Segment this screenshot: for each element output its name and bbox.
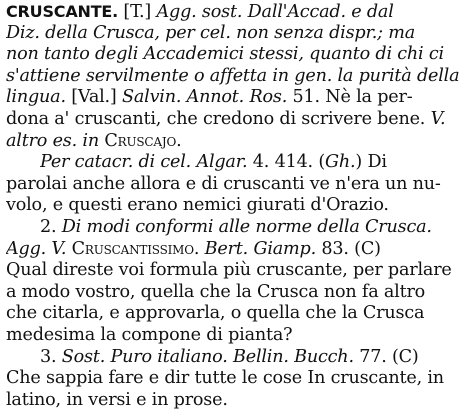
entry-line [6,282,472,303]
citation-text: che citarla, e approvarla, o quella che la Crusca [6,303,425,324]
definition-text: Diz. della Crusca, per cel. non senza dispr.; ma [6,22,416,43]
citation-text: medesima la compone di pianta? [6,325,293,345]
entry-line [6,260,472,281]
definition-text: Sost. Puro italiano. Bellin. Bucch. [61,346,354,367]
citation-author: Bert. Giamp. [204,238,316,259]
entry-line [6,1,472,22]
definition-text: Agg. sost. Dall'Accad. e dal [156,2,394,22]
citation-text: 83. (C) [315,238,381,259]
citation-text: latino, in versi e in prose. [6,389,228,410]
definition-text: s'attiene servilmente o affetta in gen. la purità della [6,65,460,86]
citation-text: volo, e questi erano nemici giurati d'Orazio. [6,195,389,216]
entry-line [40,152,472,173]
entry-line [6,195,472,216]
citation-source: Gh. [325,152,356,173]
entry-line [6,23,472,44]
cross-reference-word: Cruscantissimo [71,238,194,259]
citation-text: parolai anche allora e di cruscanti ve n'era un nu- [6,173,441,194]
citation-text: 4. 414. ( [247,152,326,173]
entry-line: altro es. in Cruscajo. [6,130,182,151]
sense-number: 3. [40,346,62,367]
entry-line [6,66,472,87]
entry-line [40,217,472,238]
entry-line [6,87,472,108]
definition-text: lingua. [6,87,66,108]
citation-text: ) Di [355,152,387,173]
sense-number: 2. [40,217,62,237]
citation-author: Salvin. Annot. Ros. [122,87,288,108]
entry-line [6,174,472,195]
citation-text: 51. Nè la per- [287,87,413,108]
entry-line [6,303,472,324]
citation-text: 77. (C) [353,346,419,367]
definition-text: Agg. V. [6,238,72,259]
cross-reference: V. [430,109,446,129]
citation-text: a modo vostro, quella che la Crusca non fa altro [6,281,426,302]
citation-text: Che sappia fare e dir tutte le cose In cruscante, in [6,368,444,389]
headword: CRUSCANTE. [6,2,119,21]
source-tag: [T.] [118,2,157,22]
entry-line [6,109,472,130]
definition-text: Per catacr. di cel. Algar. [40,152,248,173]
cross-reference-word: Cruscajo [104,130,177,151]
definition-text: non tanto degli Accademici stessi, quanto di chi ci [6,44,444,65]
cross-reference: altro es. in [6,130,105,151]
definition-text: Di modi conformi alle norme della Crusca. [61,217,432,237]
citation-text: dona a' cruscanti, che credono di scrivere bene. [6,109,431,129]
citation-text: Qual direste voi formula più cruscante, per parlare [6,260,452,281]
entry-line: Agg. V. Cruscantissimo. Bert. Giamp. 83. (C) [6,238,381,259]
source-tag: [Val.] [65,87,122,108]
entry-line [6,44,472,65]
